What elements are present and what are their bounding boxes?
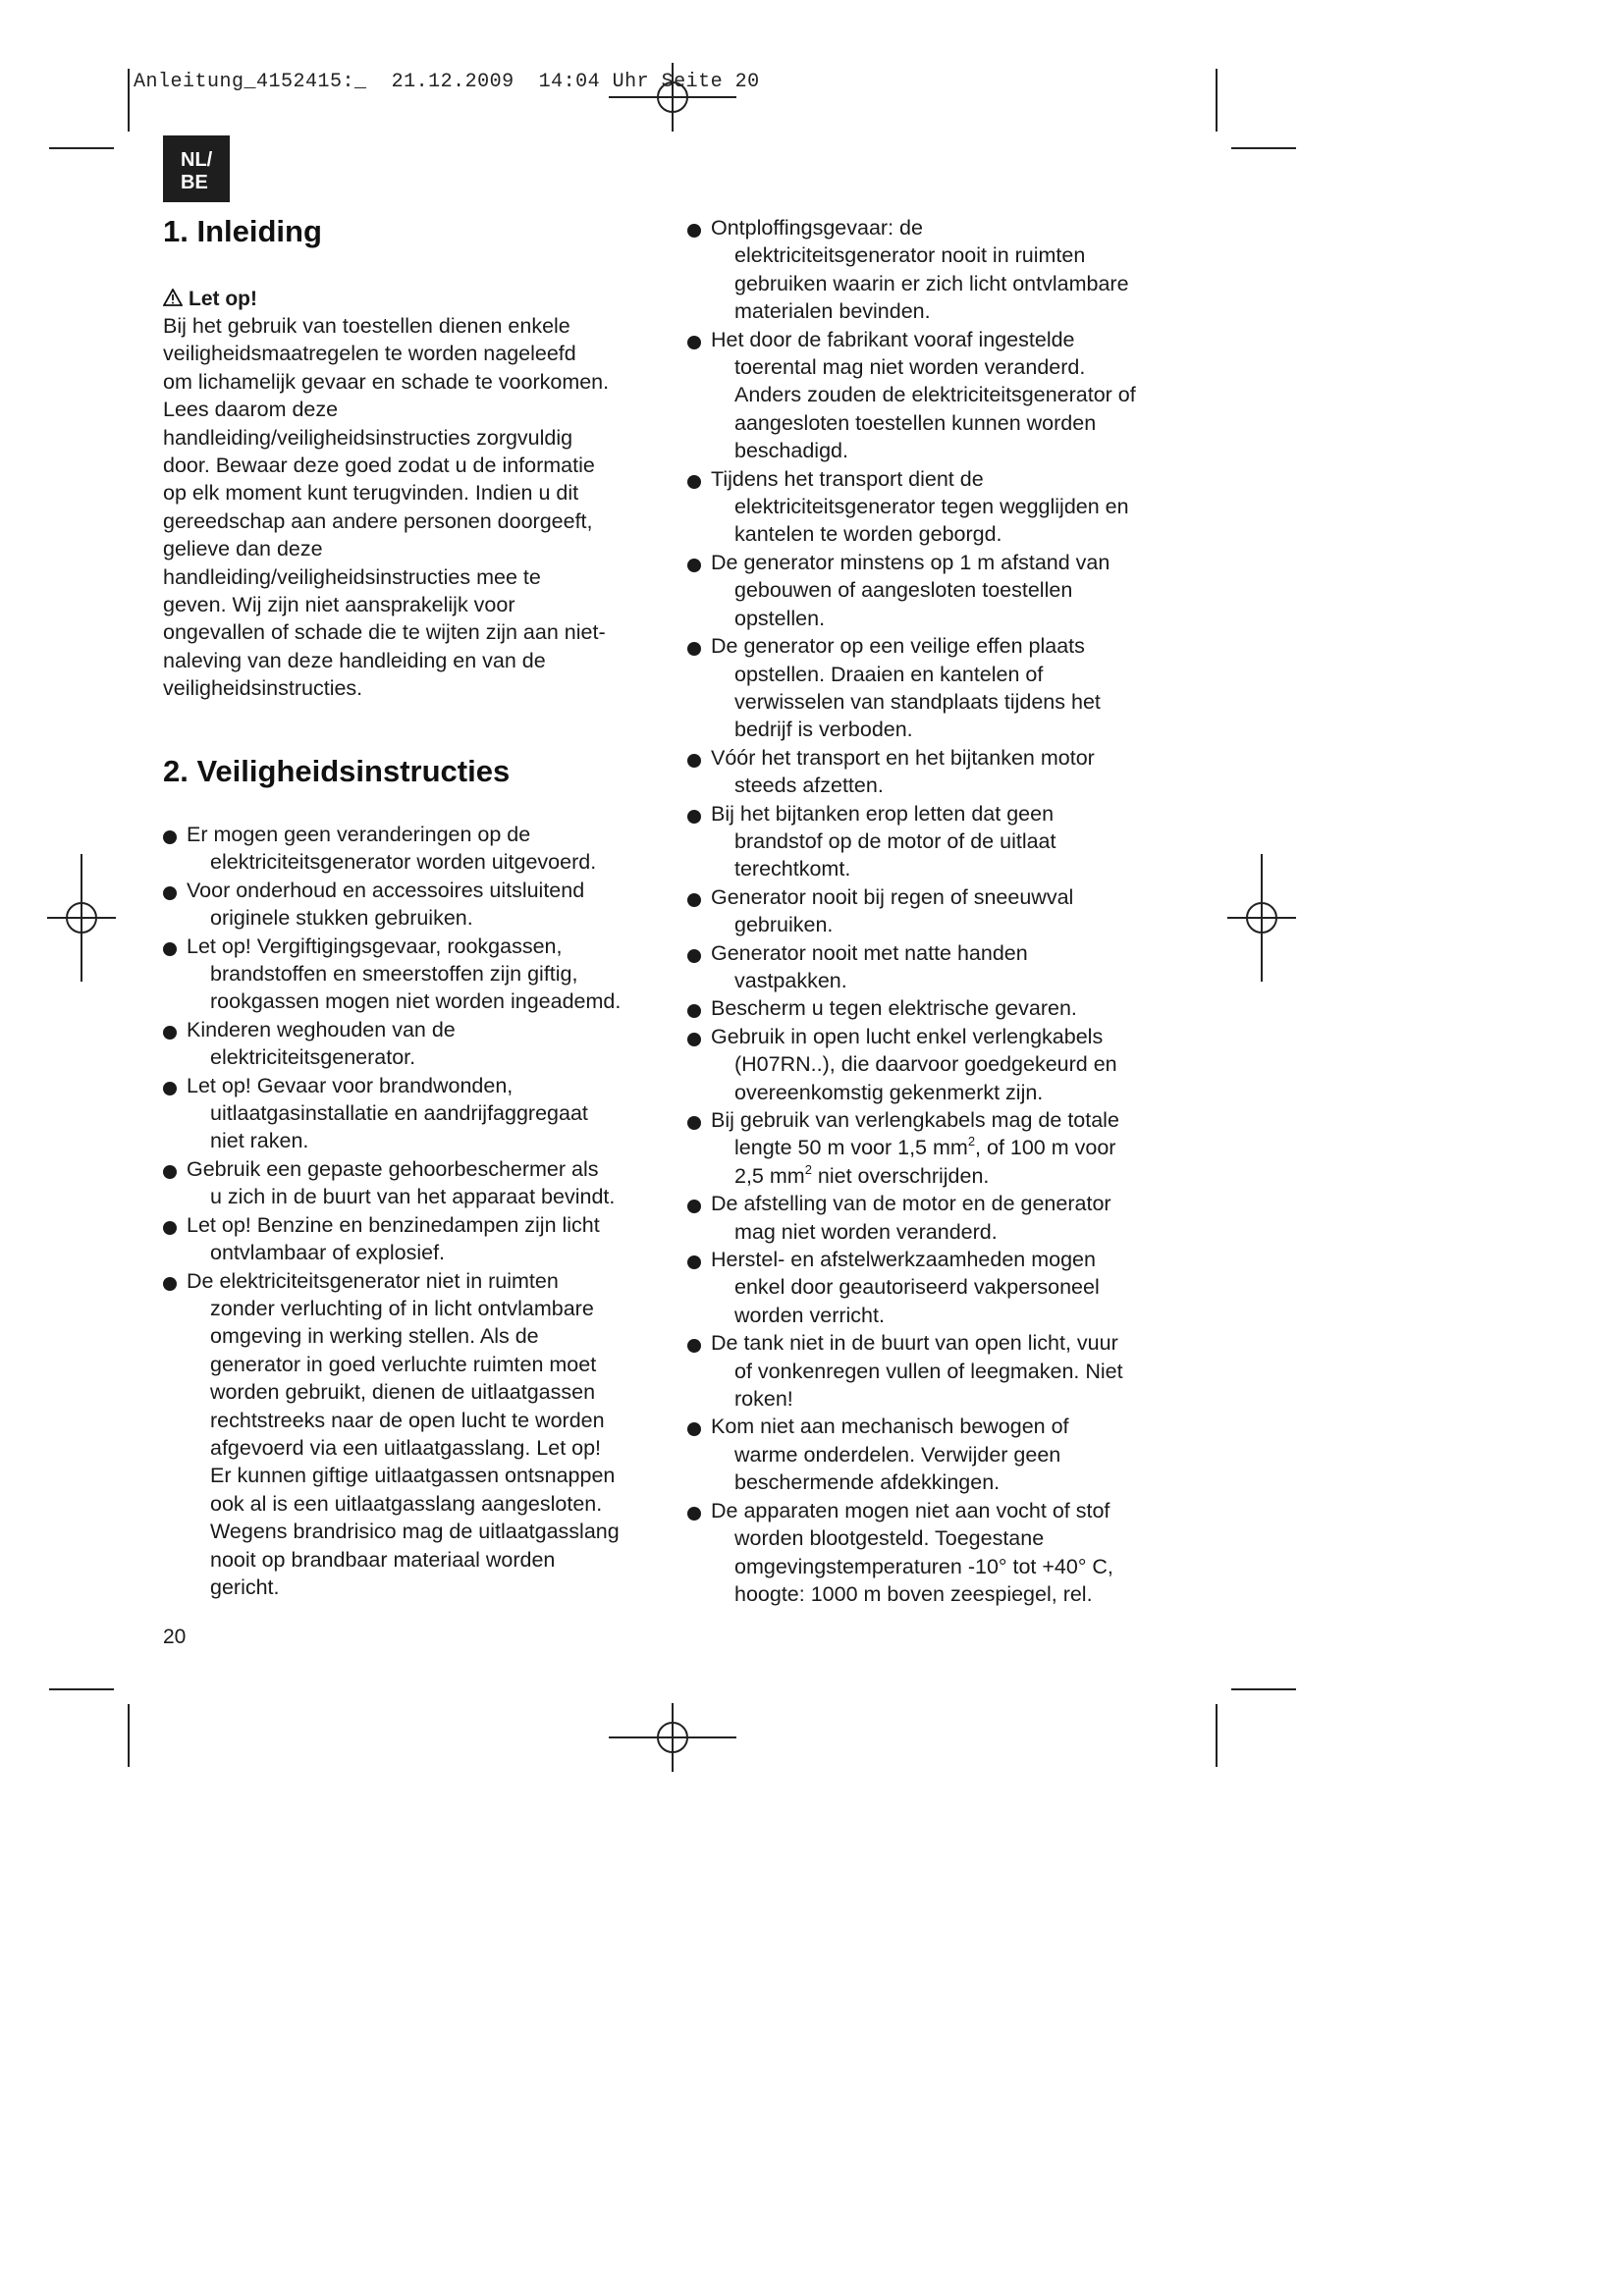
- safety-item-line: kantelen te worden geborgd.: [734, 522, 1002, 547]
- safety-item-line: Er kunnen giftige uitlaatgassen ontsnappen: [210, 1464, 616, 1488]
- safety-item-line: u zich in de buurt van het apparaat bevindt.: [210, 1185, 616, 1209]
- bullet-icon: [687, 810, 701, 824]
- intro-line: ongevallen of schade die te wijten zijn aan niet-: [163, 620, 606, 645]
- safety-item-line: Let op! Benzine en benzinedampen zijn licht: [187, 1212, 600, 1237]
- safety-item: [163, 821, 654, 877]
- safety-item-line: Anders zouden de elektriciteitsgenerator of: [734, 383, 1136, 407]
- safety-item-line: gebruiken waarin er zich licht ontvlambare: [734, 271, 1129, 295]
- registration-mark-icon: [609, 63, 736, 132]
- safety-item-line: roken!: [734, 1387, 793, 1412]
- safety-list-left: [163, 821, 654, 1601]
- safety-item-line: bedrijf is verboden.: [734, 718, 913, 742]
- bullet-icon: [163, 1221, 177, 1235]
- safety-item-line: rookgassen mogen niet worden ingeademd.: [210, 989, 622, 1014]
- badge-line-2: BE: [181, 172, 208, 193]
- safety-item-line: Let op! Gevaar voor brandwonden,: [187, 1073, 514, 1097]
- bullet-icon: [687, 642, 701, 656]
- safety-item: [687, 326, 1198, 465]
- safety-item: [163, 933, 654, 1016]
- slug-time: 14:04 Uhr: [538, 71, 650, 93]
- safety-item: [687, 1023, 1198, 1106]
- safety-item: [687, 994, 1198, 1022]
- safety-item-line: zonder verluchting of in licht ontvlambare: [210, 1296, 594, 1320]
- registration-mark-icon: [1227, 854, 1296, 982]
- safety-item-line: Tijdens het transport dient de: [711, 466, 984, 491]
- page-number: 20: [163, 1626, 187, 1648]
- intro-line: om lichamelijk gevaar en schade te voorkomen.: [163, 369, 610, 394]
- safety-item-line: terechtkomt.: [734, 857, 851, 881]
- bullet-icon: [687, 1339, 701, 1353]
- safety-item: [163, 1155, 654, 1211]
- safety-item-line: gebruiken.: [734, 913, 834, 937]
- safety-item: [163, 877, 654, 933]
- safety-item-line: Bij het bijtanken erop letten dat geen: [711, 801, 1055, 826]
- intro-line: naleving van deze handleiding en van de: [163, 648, 546, 672]
- intro-line: veiligheidsinstructies.: [163, 676, 363, 701]
- bullet-icon: [163, 1026, 177, 1040]
- section-1-title: 1. Inleiding: [163, 214, 322, 248]
- safety-item: [687, 1246, 1198, 1329]
- registration-mark-icon: [47, 854, 116, 982]
- safety-item: [687, 744, 1198, 800]
- safety-item-line: elektriciteitsgenerator tegen wegglijden en: [734, 495, 1129, 519]
- section-2-title: 2. Veiligheidsinstructies: [163, 754, 511, 788]
- safety-item-line: afgevoerd via een uitlaatgasslang. Let op!: [210, 1435, 602, 1460]
- bullet-icon: [687, 1116, 701, 1130]
- safety-item-line: of vonkenregen vullen of leegmaken. Niet: [734, 1359, 1123, 1383]
- bullet-icon: [163, 886, 177, 900]
- crop-mark: [49, 1688, 114, 1690]
- safety-item-line: materialen bevinden.: [734, 299, 931, 324]
- safety-list-right: [687, 214, 1198, 1608]
- safety-item-line: brandstof op de motor of de uitlaat: [734, 828, 1056, 853]
- safety-item-line: vastpakken.: [734, 968, 847, 992]
- intro-line: Lees daarom deze: [163, 398, 339, 422]
- safety-item-line: originele stukken gebruiken.: [210, 906, 473, 931]
- safety-item-line: De generator minstens op 1 m afstand van: [711, 550, 1110, 574]
- safety-item-line: Gebruik een gepaste gehoorbeschermer als: [187, 1156, 599, 1181]
- safety-item-line: Wegens brandrisico mag de uitlaatgasslang: [210, 1520, 620, 1544]
- safety-item-line: verwisselen van standplaats tijdens het: [734, 689, 1101, 714]
- safety-item-line: Bij gebruik van verlengkabels mag de totale: [711, 1108, 1119, 1132]
- crop-mark: [1231, 1688, 1296, 1690]
- safety-item: [687, 1413, 1198, 1496]
- slug-file: Anleitung_4152415:_: [134, 71, 367, 93]
- bullet-icon: [687, 559, 701, 572]
- bullet-icon: [163, 1082, 177, 1095]
- safety-item-line: warme onderdelen. Verwijder geen: [734, 1442, 1061, 1467]
- safety-item-line: elektriciteitsgenerator worden uitgevoerd.: [210, 850, 597, 875]
- safety-item: [687, 1329, 1198, 1413]
- bullet-icon: [163, 1165, 177, 1179]
- safety-item-line: Voor onderhoud en accessoires uitsluitend: [187, 878, 585, 902]
- crop-mark: [1216, 69, 1218, 132]
- safety-item-line: De apparaten mogen niet aan vocht of stof: [711, 1498, 1110, 1522]
- bullet-icon: [687, 893, 701, 907]
- intro-line: Bij het gebruik van toestellen dienen enkele: [163, 314, 570, 338]
- bullet-icon: [163, 1277, 177, 1291]
- safety-item: [687, 800, 1198, 883]
- bullet-icon: [687, 475, 701, 489]
- crop-mark: [1216, 1704, 1218, 1767]
- intro-line: veiligheidsmaatregelen te worden nageleefd: [163, 342, 576, 366]
- safety-item: [687, 1190, 1198, 1246]
- slug-page: Seite 20: [661, 71, 760, 93]
- crop-mark: [128, 69, 130, 132]
- intro-line: gereedschap aan andere personen doorgeeft,: [163, 508, 593, 533]
- safety-item: [163, 1267, 654, 1602]
- safety-item-line: ook al is een uitlaatgasslang aangesloten.: [210, 1491, 603, 1516]
- safety-item-line: Kinderen weghouden van de: [187, 1017, 456, 1041]
- safety-item: [163, 1072, 654, 1155]
- intro-line: geven. Wij zijn niet aansprakelijk voor: [163, 593, 515, 617]
- warning-heading: [163, 288, 257, 311]
- crop-mark: [1231, 147, 1296, 149]
- safety-item-line: Bescherm u tegen elektrische gevaren.: [711, 996, 1077, 1021]
- safety-item: [687, 549, 1198, 632]
- safety-item: [163, 1016, 654, 1072]
- safety-item-line: Vóór het transport en het bijtanken motor: [711, 745, 1095, 770]
- safety-item-line: Herstel- en afstelwerkzaamheden mogen: [711, 1248, 1096, 1272]
- badge-line-1: NL/: [181, 149, 213, 171]
- intro-line: op elk moment kunt terugvinden. Indien u dit: [163, 481, 579, 506]
- safety-item-line: gebouwen of aangesloten toestellen: [734, 578, 1073, 603]
- safety-item-line: gericht.: [210, 1575, 280, 1599]
- safety-item-line: De tank niet in de buurt van open licht, vuur: [711, 1331, 1118, 1356]
- bullet-icon: [163, 830, 177, 844]
- safety-item: [687, 214, 1198, 326]
- bullet-icon: [687, 1255, 701, 1269]
- safety-item-line: Gebruik in open lucht enkel verlengkabels: [711, 1024, 1104, 1048]
- safety-item-line: rechtstreeks naar de open lucht te worden: [210, 1408, 605, 1432]
- safety-item: [687, 1106, 1198, 1190]
- safety-item-line: overeenkomstig gekenmerkt zijn.: [734, 1080, 1044, 1104]
- safety-item-line: Er mogen geen veranderingen op de: [187, 823, 531, 846]
- bullet-icon: [687, 1422, 701, 1436]
- slug-date: 21.12.2009: [391, 71, 514, 93]
- language-badge: [163, 135, 230, 202]
- safety-item: [687, 1497, 1198, 1609]
- safety-item: [687, 632, 1198, 744]
- safety-item-line: generator in goed verluchte ruimten moet: [210, 1352, 597, 1376]
- safety-item-line: aangesloten toestellen kunnen worden: [734, 410, 1097, 435]
- safety-item-line: hoogte: 1000 m boven zeespiegel, rel.: [734, 1581, 1093, 1606]
- safety-item-line: enkel door geautoriseerd vakpersoneel: [734, 1275, 1100, 1300]
- bullet-icon: [687, 949, 701, 963]
- safety-item-line: niet raken.: [210, 1129, 309, 1153]
- crop-mark: [49, 147, 114, 149]
- warning-label: Let op!: [189, 288, 257, 310]
- safety-item-line: worden verricht.: [734, 1303, 885, 1327]
- safety-item: [687, 465, 1198, 549]
- safety-item-line: Kom niet aan mechanisch bewogen of: [711, 1415, 1069, 1439]
- safety-item: [687, 939, 1198, 995]
- safety-item-line: toerental mag niet worden veranderd.: [734, 355, 1086, 380]
- safety-item-line: worden blootgesteld. Toegestane: [734, 1526, 1045, 1551]
- bullet-icon: [687, 1004, 701, 1018]
- safety-item-line: Let op! Vergiftigingsgevaar, rookgassen,: [187, 934, 563, 958]
- intro-line: door. Bewaar deze goed zodat u de informatie: [163, 454, 595, 478]
- safety-item-line: De elektriciteitsgenerator niet in ruimten: [187, 1268, 559, 1293]
- safety-item-line: mag niet worden veranderd.: [734, 1219, 998, 1244]
- safety-item-line: 2,5 $mm^2$ niet overschrijden.: [734, 1161, 990, 1188]
- bullet-icon: [687, 1507, 701, 1521]
- safety-item-line: brandstoffen en smeerstoffen zijn giftig,: [210, 962, 578, 987]
- bullet-icon: [687, 336, 701, 349]
- intro-line: handleiding/veiligheidsinstructies mee te: [163, 564, 541, 589]
- bullet-icon: [163, 942, 177, 956]
- intro-paragraph: [163, 312, 654, 703]
- safety-item-line: Ontploffingsgevaar: de: [711, 216, 923, 240]
- safety-item: [163, 1211, 654, 1267]
- safety-item-line: elektriciteitsgenerator.: [210, 1045, 416, 1070]
- safety-item-line: Generator nooit bij regen of sneeuwval: [711, 884, 1074, 909]
- crop-mark: [128, 1704, 130, 1767]
- registration-mark-icon: [609, 1703, 736, 1772]
- safety-item-line: lengte 50 m voor 1,5 $mm^2$, of 100 m voor: [734, 1134, 1116, 1160]
- safety-item-line: omgevingstemperaturen -10° tot +40° C,: [734, 1554, 1113, 1578]
- bullet-icon: [687, 754, 701, 768]
- safety-item-line: nooit op brandbaar materiaal worden: [210, 1547, 556, 1572]
- safety-item-line: worden gebruikt, dienen de uitlaatgassen: [210, 1380, 596, 1405]
- safety-item-line: Generator nooit met natte handen: [711, 940, 1028, 965]
- safety-item-line: Het door de fabrikant vooraf ingestelde: [711, 327, 1075, 351]
- intro-line: gelieve dan deze: [163, 537, 323, 561]
- bullet-icon: [687, 1200, 701, 1213]
- safety-item-line: (H07RN..), die daarvoor goedgekeurd en: [734, 1052, 1117, 1077]
- safety-item-line: steeds afzetten.: [734, 774, 884, 798]
- bullet-icon: [687, 224, 701, 238]
- safety-item-line: elektriciteitsgenerator nooit in ruimten: [734, 243, 1086, 268]
- bullet-icon: [687, 1033, 701, 1046]
- warning-triangle-icon: [163, 289, 183, 306]
- safety-item-line: uitlaatgasinstallatie en aandrijfaggregaat: [210, 1101, 588, 1126]
- safety-item-line: De generator op een veilige effen plaats: [711, 634, 1085, 659]
- safety-item-line: beschadigd.: [734, 439, 848, 463]
- safety-item-line: beschermende afdekkingen.: [734, 1470, 1001, 1495]
- safety-item-line: ontvlambaar of explosief.: [210, 1241, 446, 1265]
- safety-item-line: De afstelling van de motor en de generator: [711, 1192, 1111, 1216]
- safety-item-line: opstellen. Draaien en kantelen of: [734, 662, 1044, 686]
- safety-item-line: opstellen.: [734, 606, 826, 630]
- safety-item-line: omgeving in werking stellen. Als de: [210, 1324, 539, 1349]
- intro-line: handleiding/veiligheidsinstructies zorgvuldig: [163, 425, 573, 450]
- safety-item: [687, 883, 1198, 939]
